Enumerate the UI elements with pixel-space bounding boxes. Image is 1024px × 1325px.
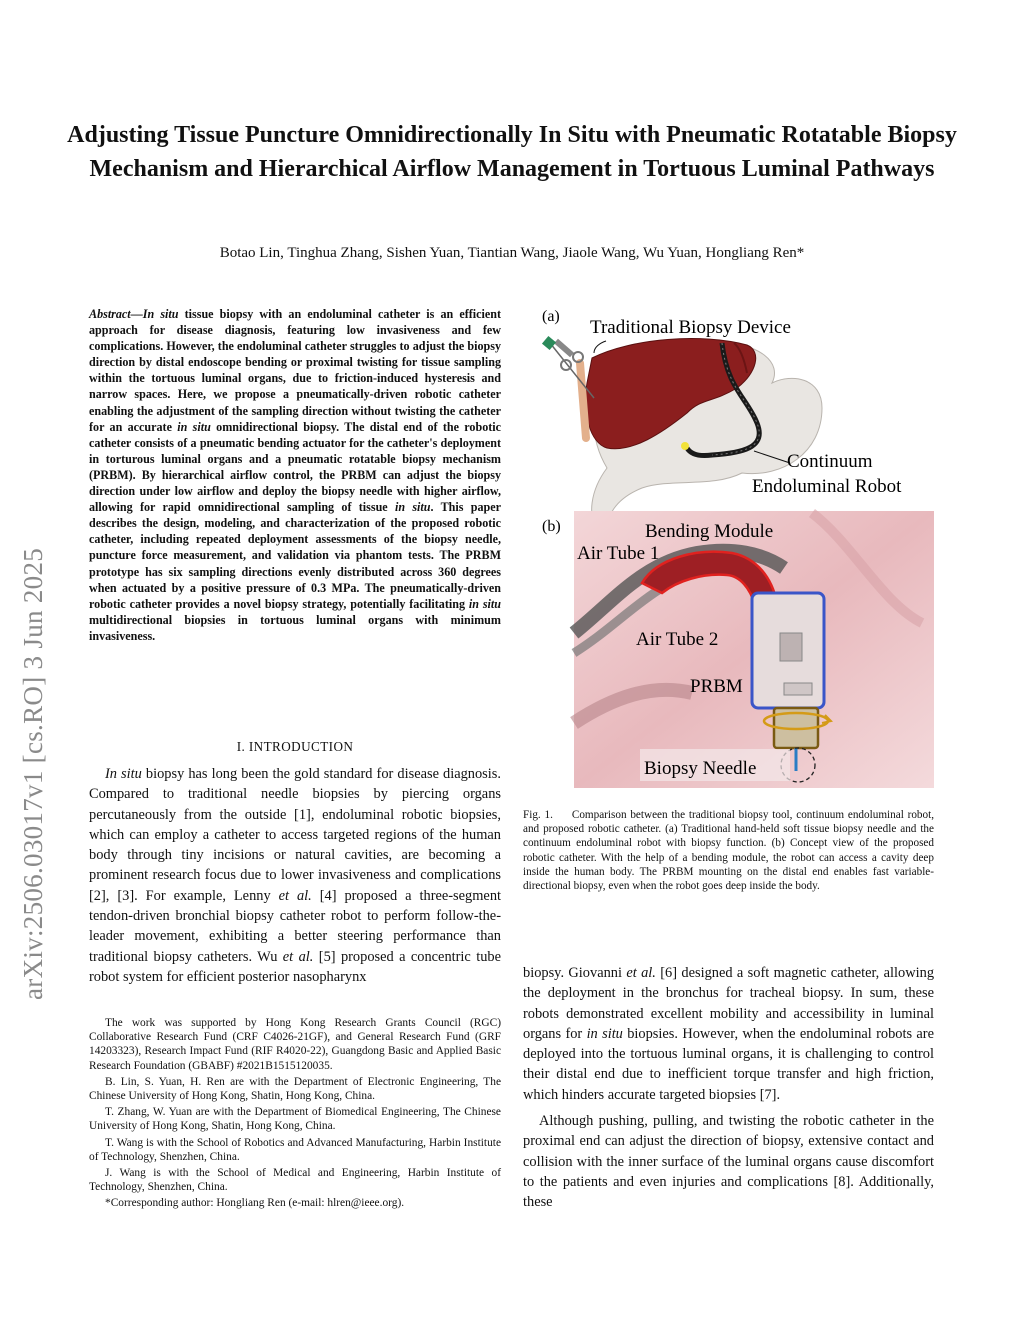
abstract-emphasis: in situ bbox=[394, 500, 431, 515]
footnote-affiliation: B. Lin, S. Yuan, H. Ren are with the Department of Electronic Engineering, The Chinese University of Hong Kong, Shatin, Hong Kong, China. bbox=[89, 1075, 501, 1103]
intro-emphasis: et al. bbox=[282, 948, 314, 965]
figure-1 bbox=[522, 303, 934, 803]
arxiv-identifier: arXiv:2506.03017v1 [cs.RO] 3 Jun 2025 bbox=[18, 547, 48, 1000]
label-air-tube-2: Air Tube 2 bbox=[636, 629, 719, 650]
abstract-text: tissue biopsy with an endoluminal catheter is an efficient approach for disease diagnosis, featuring low invasiveness and few complications. However, the endoluminal catheter struggles to adjust the biopsy direction by distal endoscope bending or proximal twisting for tissue sampling within the tortuous luminal organs, due to friction-induced hysteresis and narrow spaces. Here, we propose a pneumatically-driven robotic catheter enabling the adjustment of the sampling direction without twisting the catheter for an accurate bbox=[89, 307, 501, 434]
label-endoluminal-robot: Endoluminal Robot bbox=[752, 476, 902, 497]
abstract-text: multidirectional biopsies in tortuous luminal organs with minimum invasiveness. bbox=[89, 612, 501, 643]
paper-title: Adjusting Tissue Puncture Omnidirectionally In Situ with Pneumatic Rotatable Biopsy Mechanism and Hierarchical Airflow Management in Tortuous Luminal Pathways bbox=[67, 122, 957, 182]
abstract-label: Abstract bbox=[89, 307, 131, 321]
panel-a-label: (a) bbox=[542, 308, 560, 325]
figure-caption bbox=[523, 808, 934, 893]
right-column-text bbox=[523, 963, 934, 1219]
label-bending-module: Bending Module bbox=[645, 521, 774, 542]
abstract-text: . This paper describes the design, modeling, and characterization of the proposed robotic catheter, including repeated deployment assessments of the biopsy needle, puncture force measurement, and validation via phantom tests. The PRBM prototype has six sampling directions evenly distributed across 360 degrees when actuated by a positive pressure of 0.3 MPa. The pneumatically-driven robotic catheter provides a novel biopsy strategy, potentially facilitating bbox=[89, 500, 502, 611]
footnotes bbox=[89, 1016, 501, 1213]
label-traditional-biopsy-device: Traditional Biopsy Device bbox=[590, 317, 791, 338]
panel-b-label: (b) bbox=[542, 518, 561, 535]
abstract-text: omnidirectional biopsy. The distal end of the robotic catheter consists of a pneumatic bending actuator for the catheter's deployment in torturous luminal organs and a pneumatic rotatable biopsy mechanism (PRBM). By hierarchical airflow control, the PRBM can adjust the biopsy direction under low airflow and deploy the biopsy needle with higher airflow, allowing for rapid omnidirectional sampling of tissue bbox=[89, 419, 502, 515]
emphasis: et al. bbox=[626, 965, 656, 981]
intro-text: [5] proposed a concentric tube robot system for efficient posterior nasopharynx bbox=[89, 948, 501, 985]
introduction-paragraph bbox=[89, 764, 501, 987]
intro-emphasis: et al. bbox=[278, 887, 312, 904]
footnote-affiliation: T. Zhang, W. Yuan are with the Department of Biomedical Engineering, The Chinese University of Hong Kong, Shatin, Hong Kong, China. bbox=[89, 1106, 501, 1133]
intro-emphasis: In situ bbox=[105, 766, 142, 782]
caption-label: Fig. 1. bbox=[523, 809, 553, 821]
abstract bbox=[89, 306, 501, 644]
paragraph bbox=[523, 963, 934, 1105]
text-run: biopsy. Giovanni bbox=[523, 965, 627, 981]
footnote-affiliation: T. Wang is with the School of Robotics and Advanced Manufacturing, Harbin Institute of Technology, Shenzhen, China. bbox=[89, 1136, 501, 1163]
text-run: biopsies. However, when the endoluminal robots are deployed into the tortuous luminal organs, it is challenging to control their distal end due to inefficient torque transfer and high friction, which hinders accurate targeted biopsies [7]. bbox=[523, 1025, 934, 1103]
label-biopsy-needle: Biopsy Needle bbox=[644, 758, 757, 779]
abstract-emphasis: in situ bbox=[468, 596, 501, 611]
footnote-funding: The work was supported by Hong Kong Research Grants Council (RGC) Collaborative Research Fund (CRF C4026-21GF), and General Research Fund (GRF 14203323), Research Impact Fund (RIF R4020-22), Guangdong Basic and Applied Basic Research Foundation (GBABF) #2021B1515120035. bbox=[89, 1017, 501, 1072]
label-prbm: PRBM bbox=[690, 676, 743, 697]
author-list: Botao Lin, Tinghua Zhang, Sishen Yuan, Tiantian Wang, Jiaole Wang, Wu Yuan, Hongliang Ren* bbox=[219, 245, 805, 261]
label-continuum: Continuum bbox=[787, 451, 873, 472]
label-air-tube-1: Air Tube 1 bbox=[577, 543, 660, 564]
intro-text: biopsy has long been the gold standard for disease diagnosis. Compared to traditional needle biopsies by piercing organs percutaneously from the outside [1], endoluminal robotic biopsies, which can employ a catheter to access targeted regions of the human body through tiny incisions or natural cavities, are becoming a prominent research focus due to lower invasiveness and complications [2], [3]. For example, Lenny bbox=[89, 766, 501, 904]
paragraph: Although pushing, pulling, and twisting the robotic catheter in the proximal end can adjust the direction of biopsy, extensive contact and collision with the inner surface of the luminal organs cause discomfort to the patients and even injuries and complications [8]. Additionally, these bbox=[523, 1113, 934, 1211]
emphasis: in situ bbox=[586, 1025, 623, 1042]
abstract-emphasis: In situ bbox=[142, 307, 179, 321]
footnote-corresponding: *Corresponding author: Hongliang Ren (e-mail: hlren@ieee.org). bbox=[105, 1197, 405, 1210]
text-run: [6] designed a soft magnetic catheter, allowing the deployment in the bronchus for tracheal biopsy. In sum, these robots demonstrated excellent mobility and accessibility in luminal organs for bbox=[523, 965, 935, 1042]
abstract-emphasis: in situ bbox=[177, 419, 211, 434]
section-heading-introduction: I. INTRODUCTION bbox=[236, 739, 354, 754]
footnote-affiliation: J. Wang is with the School of Medical and Engineering, Harbin Institute of Technology, Shenzhen, China. bbox=[89, 1167, 501, 1194]
intro-text: [4] proposed a three-segment tendon-driven bronchial biopsy catheter robot to perform follow-the-leader movement, exhibiting a better steering performance than traditional biopsy catheters. Wu bbox=[89, 887, 502, 965]
caption-text: Comparison between the traditional biopsy tool, continuum endoluminal robot, and proposed robotic catheter. (a) Traditional hand-held soft tissue biopsy needle and the continuum endoluminal robot with biopsy function. (b) Concept view of the proposed robotic catheter. With the help of a bending module, the robot can access a cavity deep inside the human body. The PRBM mounting on the distal end enables fast variable-directional biopsy, even when the robot goes deep inside the body. bbox=[523, 809, 935, 893]
abstract-dash: — bbox=[130, 307, 143, 321]
